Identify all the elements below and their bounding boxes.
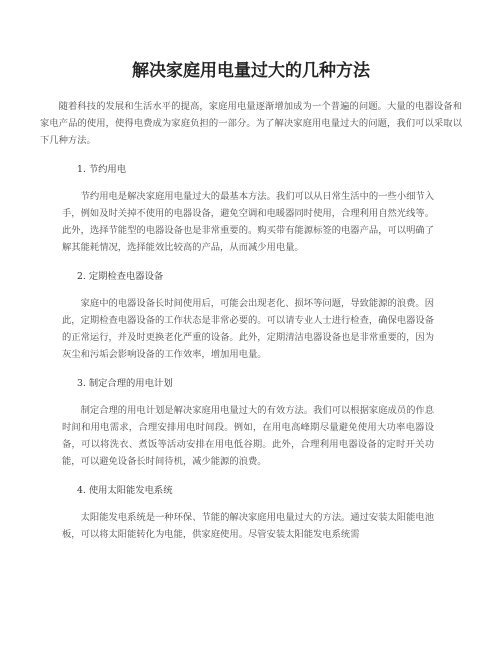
section-heading: 3. 制定合理的用电计划 [77, 378, 173, 389]
section-1 [40, 161, 462, 256]
section-heading: 2. 定期检查电器设备 [77, 271, 164, 282]
document-title: 解决家庭用电量过大的几种方法 [132, 61, 370, 81]
section-body: 制定合理的用电计划是解决家庭用电量过大的有效方法。我们可以根据家庭成员的作息时间和用电需求，合理安排用电时间段。例如，在用电高峰期尽量避免使用大功率电器设备，可以将洗衣、煮饭等活动安排在用电低谷期。此外，合理利用电器设备的定时开关功能，可以避免设备长时间待机，减少能源的浪费。 [62, 405, 434, 467]
section-body: 太阳能发电系统是一种环保、节能的解决家庭用电量过大的方法。通过安装太阳能电池板，可以将太阳能转化为电能，供家庭使用。尽管安装太阳能发电系统需 [62, 512, 434, 540]
section-4 [40, 482, 462, 543]
section-heading: 4. 使用太阳能发电系统 [77, 485, 173, 496]
section-heading: 1. 节约用电 [77, 164, 127, 175]
section-2 [40, 268, 462, 363]
section-body: 节约用电是解决家庭用电量过大的最基本方法。我们可以从日常生活中的一些小细节入手，例如及时关掉不使用的电器设备，避免空调和电暖器同时使用，合理利用自然光线等。此外，选择节能型的电器设备也是非常重要的。购买带有能源标签的电器产品，可以明确了解其能耗情况，选择能效比较高的产品，从而减少用电量。 [62, 191, 434, 253]
section-3 [40, 375, 462, 470]
section-body: 家庭中的电器设备长时间使用后，可能会出现老化、损坏等问题，导致能源的浪费。因此，定期检查电器设备的工作状态是非常必要的。可以请专业人士进行检查，确保电器设备的正常运行，并及时更换老化严重的设备。此外，定期清洁电器设备也是非常重要的，因为灰尘和污垢会影响设备的工作效率，增加用电量。 [62, 298, 434, 360]
intro-paragraph: 随着科技的发展和生活水平的提高，家庭用电量逐渐增加成为一个普遍的问题。大量的电器设备和家电产品的使用，使得电费成为家庭负担的一部分。为了解决家庭用电量过大的问题，我们可以采取以下几种方法。 [40, 101, 462, 146]
